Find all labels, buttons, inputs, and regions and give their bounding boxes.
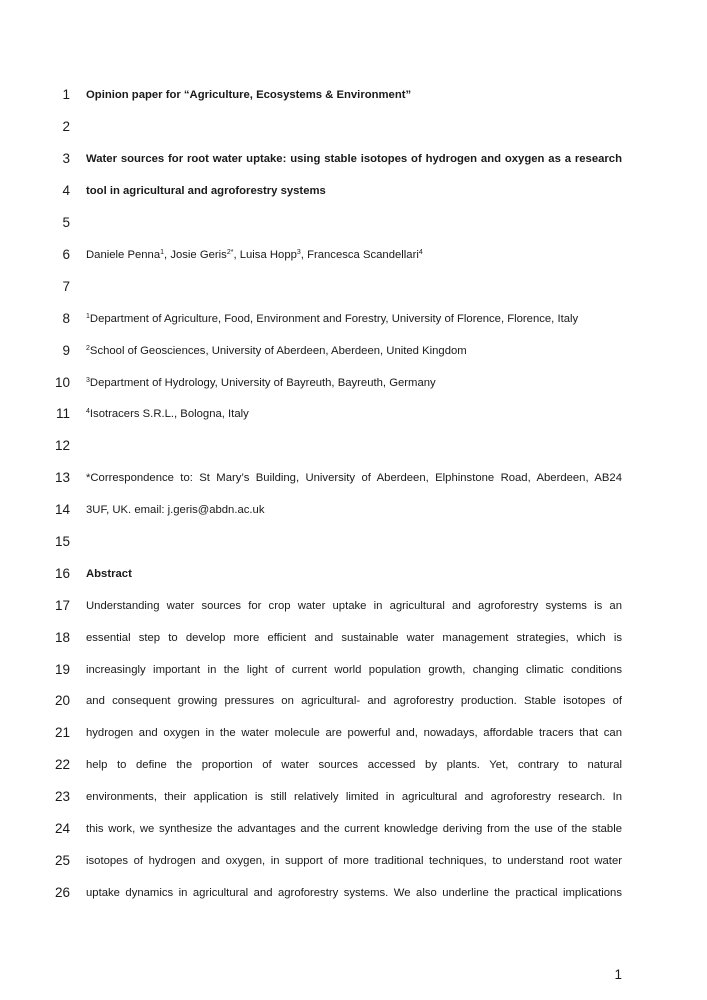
manuscript-line [0, 850, 707, 872]
manuscript-line [0, 531, 707, 553]
manuscript-line [0, 276, 707, 298]
manuscript-line [0, 563, 707, 585]
affiliation: $^4$Isotracers S.R.L., Bologna, Italy [86, 408, 249, 420]
abstract-line: Understanding water sources for crop water uptake in agricultural and agroforestry systems is an [86, 600, 622, 612]
manuscript-line [0, 116, 707, 138]
manuscript-line [0, 180, 707, 202]
line-number: 15 [54, 534, 70, 549]
manuscript-line [0, 435, 707, 457]
correspondence-line-1: *Correspondence to: St Mary’s Building, University of Aberdeen, Elphinstone Road, Aberdeen, AB24 [86, 472, 622, 484]
author-affiliation-mark: 2* [226, 249, 234, 256]
line-number: 20 [54, 693, 70, 708]
manuscript-line [0, 722, 707, 744]
manuscript-line [0, 212, 707, 234]
manuscript-line [0, 84, 707, 106]
manuscript-line [0, 467, 707, 489]
paper-title-line-1: Water sources for root water uptake: using stable isotopes of hydrogen and oxygen as a research [86, 153, 622, 165]
affiliation: $^2$School of Geosciences, University of Aberdeen, Aberdeen, United Kingdom [86, 345, 467, 357]
line-number: 21 [54, 725, 70, 740]
line-number: 7 [62, 279, 70, 294]
abstract-line: isotopes of hydrogen and oxygen, in support of more traditional techniques, to understand root water [86, 855, 622, 867]
line-number: 26 [54, 885, 70, 900]
manuscript-line [0, 882, 707, 904]
abstract-line: hydrogen and oxygen in the water molecule are powerful and, nowadays, affordable tracers that can [86, 727, 622, 739]
line-number: 9 [62, 343, 70, 358]
line-number: 24 [54, 821, 70, 836]
line-number: 17 [54, 598, 70, 613]
abstract-line: increasingly important in the light of current world population growth, changing climatic conditions [86, 664, 622, 676]
manuscript-line [0, 786, 707, 808]
manuscript-line [0, 690, 707, 712]
line-number: 18 [54, 630, 70, 645]
author-name: Josie Geris [170, 249, 227, 261]
abstract-line: help to define the proportion of water sources accessed by plants. Yet, contrary to natural [86, 759, 622, 771]
line-number: 10 [54, 375, 70, 390]
line-number: 12 [54, 438, 70, 453]
line-number: 25 [54, 853, 70, 868]
line-number: 13 [54, 470, 70, 485]
paper-type-header: Opinion paper for “Agriculture, Ecosystems & Environment” [86, 89, 412, 101]
line-number: 4 [62, 183, 70, 198]
line-number: 14 [54, 502, 70, 517]
line-number: 6 [62, 247, 70, 262]
correspondence-line-2: 3UF, UK. email: j.geris@abdn.ac.uk [86, 504, 265, 516]
line-number: 22 [54, 757, 70, 772]
abstract-line: essential step to develop more efficient and sustainable water management strategies, which is [86, 632, 622, 644]
page-number: 1 [614, 967, 622, 982]
abstract-line: environments, their application is still relatively limited in agricultural and agroforestry research. In [86, 791, 622, 803]
paper-title-line-2: tool in agricultural and agroforestry systems [86, 185, 326, 197]
manuscript-line [0, 627, 707, 649]
affiliation: $^3$Department of Hydrology, University of Bayreuth, Bayreuth, Germany [86, 377, 436, 389]
manuscript-line [0, 308, 707, 330]
author-affiliation-mark: 3 [296, 249, 301, 256]
manuscript-line [0, 818, 707, 840]
manuscript-line [0, 659, 707, 681]
line-number: 23 [54, 789, 70, 804]
line-number: 2 [62, 119, 70, 134]
author-affiliation-mark: 1 [160, 249, 165, 256]
abstract-line: uptake dynamics in agricultural and agroforestry systems. We also underline the practical implications [86, 887, 622, 899]
abstract-heading: Abstract [86, 568, 132, 580]
manuscript-line [0, 372, 707, 394]
line-number: 5 [62, 215, 70, 230]
manuscript-line [0, 499, 707, 521]
line-number: 8 [62, 311, 70, 326]
author-list: Daniele Penna$^1$, Josie Geris$^{2*}$, Luisa Hopp$^3$, Francesca Scandellari$^4$ [86, 249, 423, 261]
manuscript-line [0, 148, 707, 170]
line-number: 1 [62, 87, 70, 102]
line-number: 3 [62, 151, 70, 166]
author-name: Francesca Scandellari [307, 249, 419, 261]
author-affiliation-mark: 4 [418, 249, 423, 256]
line-number: 16 [54, 566, 70, 581]
affiliation: $^1$Department of Agriculture, Food, Environment and Forestry, University of Florence, Florence, Italy [86, 313, 579, 325]
author-name: Luisa Hopp [239, 249, 297, 261]
manuscript-line [0, 244, 707, 266]
abstract-line: and consequent growing pressures on agricultural- and agroforestry production. Stable isotopes of [86, 695, 622, 707]
manuscript-line [0, 595, 707, 617]
line-number: 11 [55, 406, 70, 421]
manuscript-line [0, 754, 707, 776]
manuscript-line [0, 340, 707, 362]
manuscript-line [0, 403, 707, 425]
line-number: 19 [54, 662, 70, 677]
abstract-line: this work, we synthesize the advantages and the current knowledge deriving from the use of the stable [86, 823, 622, 835]
author-name: Daniele Penna [86, 249, 161, 261]
